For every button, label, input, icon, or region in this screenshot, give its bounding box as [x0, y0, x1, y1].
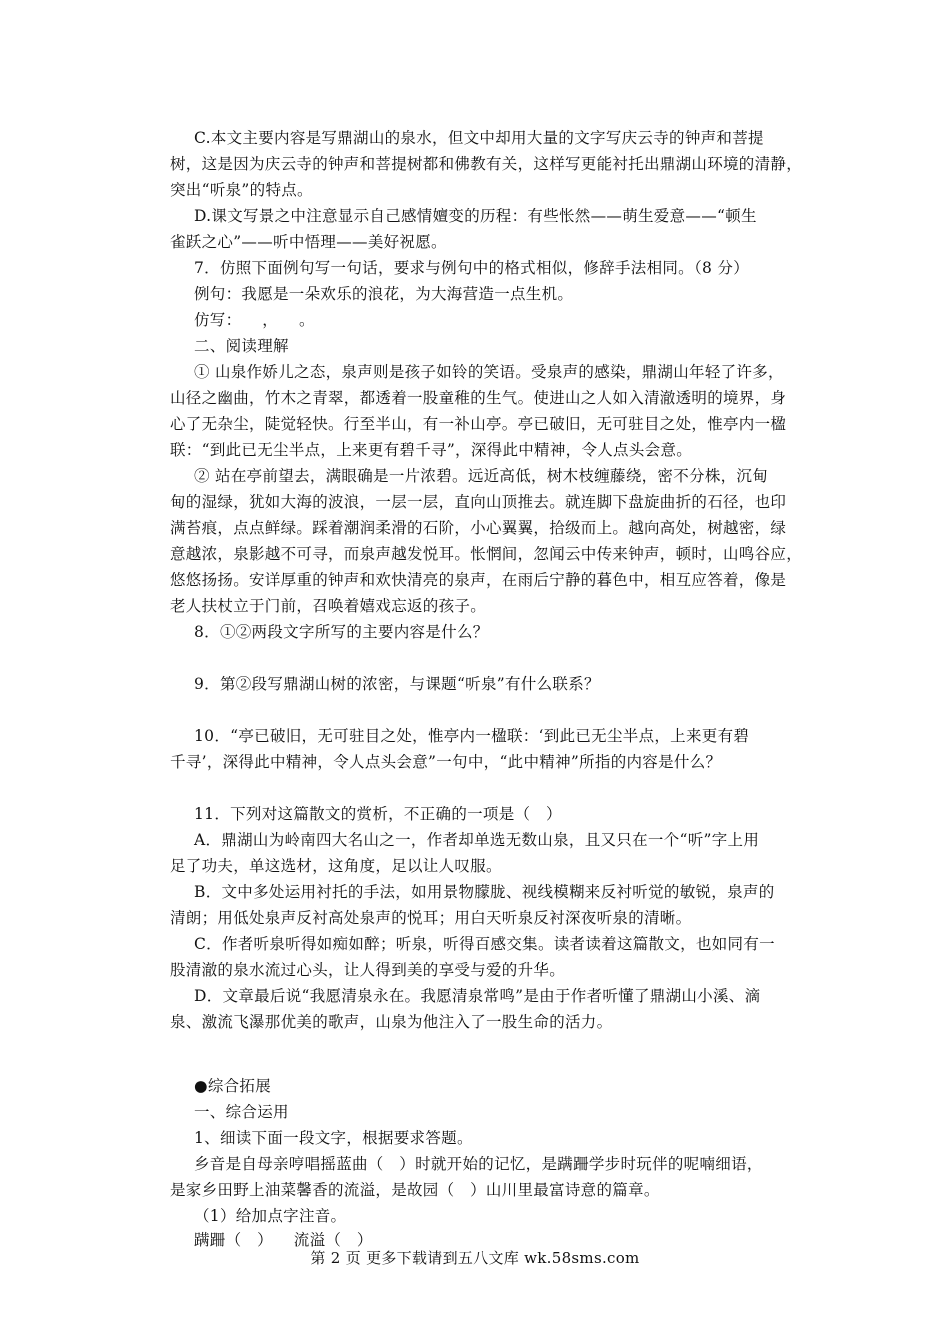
option-d-line-1: D.课文写景之中注意显示自己感情嬗变的历程：有些怅然——萌生爱意——“顿生	[194, 207, 757, 225]
q11-option-a-line-1: A．鼎湖山为岭南四大名山之一，作者却单选无数山泉，且又只在一个“听”字上用	[194, 831, 760, 849]
example-sentence: 例句：我愿是一朵欢乐的浪花，为大海营造一点生机。	[194, 285, 574, 303]
subsection-heading: 一、综合运用	[194, 1103, 289, 1121]
passage-2-line-4: 意越浓，泉影越不可寻，而泉声越发悦耳。怅惘间，忽闻云中传来钟声，顿时，山鸣谷应，	[170, 545, 803, 563]
q11-option-a-line-2: 足了功夫，单这选材，这角度，足以让人叹服。	[170, 857, 502, 875]
page-footer: 第 2 页 更多下载请到五八文库 wk.58sms.com	[310, 1249, 640, 1267]
q11-option-b-line-1: B．文中多处运用衬托的手法，如用景物朦胧、视线模糊来反衬听觉的敏锐，泉声的	[194, 883, 775, 901]
task-1-sub-question: （1）给加点字注音。	[194, 1207, 347, 1225]
question-11: 11．下列对这篇散文的赏析，不正确的一项是（ ）	[194, 805, 562, 823]
option-c-line-3: 突出“听泉”的特点。	[170, 181, 313, 199]
section-extension-heading: ●综合拓展	[194, 1077, 272, 1095]
passage-2-line-2: 甸的湿绿，犹如大海的波浪，一层一层，直向山顶推去。就连脚下盘旋曲折的石径，也印	[170, 493, 787, 511]
task-1-instruction: 1、细读下面一段文字，根据要求答题。	[194, 1129, 473, 1147]
question-7: 7．仿照下面例句写一句话，要求与例句中的格式相似，修辞手法相同。（8 分）	[194, 259, 750, 277]
option-c-line-1: C.本文主要内容是写鼎湖山的泉水，但文中却用大量的文字写庆云寺的钟声和菩提	[194, 129, 764, 147]
passage-1-line-2: 山径之幽曲，竹木之青翠，都透着一股童稚的生气。使进山之人如入清澈透明的境界，身	[170, 389, 787, 407]
q11-option-c-line-2: 股清澈的泉水流过心头，让人得到美的享受与爱的升华。	[170, 961, 566, 979]
option-d-line-2: 雀跃之心”——听中悟理——美好祝愿。	[170, 233, 447, 251]
option-c-line-2: 树，这是因为庆云寺的钟声和菩提树都和佛教有关，这样写更能衬托出鼎湖山环境的清静，	[170, 155, 803, 173]
task-1-paragraph-line-2: 是家乡田野上油菜馨香的流溢，是故园（ ）山川里最富诗意的篇章。	[170, 1181, 660, 1199]
pinyin-blanks: 蹒跚（ ） 流溢（ ）	[194, 1231, 373, 1249]
question-10-line-1: 10．“亭已破旧，无可驻目之处，惟亭内一楹联：‘到此已无尘半点，上来更有碧	[194, 727, 750, 745]
q11-option-c-line-1: C．作者听泉听得如痴如醉；听泉，听得百感交集。读者读着这篇散文，也如同有一	[194, 935, 775, 953]
passage-2-line-5: 悠悠扬扬。安详厚重的钟声和欢快清亮的泉声，在雨后宁静的暮色中，相互应答着，像是	[170, 571, 787, 589]
task-1-paragraph-line-1: 乡音是自母亲哼唱摇蓝曲（ ）时就开始的记忆，是蹒跚学步时玩伴的呢喃细语，	[194, 1155, 763, 1173]
imitation-blank: 仿写： ， 。	[194, 311, 315, 329]
q11-option-d-line-2: 泉、激流飞瀑那优美的歌声，山泉为他注入了一股生命的活力。	[170, 1013, 613, 1031]
question-9: 9．第②段写鼎湖山树的浓密，与课题“听泉”有什么联系？	[194, 675, 600, 693]
question-8: 8．①②两段文字所写的主要内容是什么？	[194, 623, 489, 641]
passage-2-line-3: 满苔痕，点点鲜绿。踩着潮润柔滑的石阶，小心翼翼，拾级而上。越向高处，树越密，绿	[170, 519, 787, 537]
passage-2-line-1: ② 站在亭前望去，满眼确是一片浓碧。远近高低，树木枝缠藤绕，密不分株，沉甸	[194, 467, 769, 485]
passage-1-line-3: 心了无杂尘，陡觉轻快。行至半山，有一补山亭。亭已破旧，无可驻目之处，惟亭内一楹	[170, 415, 787, 433]
q11-option-b-line-2: 清朗；用低处泉声反衬高处泉声的悦耳；用白天听泉反衬深夜听泉的清晰。	[170, 909, 692, 927]
passage-2-line-6: 老人扶杖立于门前，召唤着嬉戏忘返的孩子。	[170, 597, 487, 615]
question-10-line-2: 千寻’，深得此中精神，令人点头会意”一句中，“此中精神”所指的内容是什么？	[170, 753, 722, 771]
passage-1-line-4: 联：“到此已无尘半点，上来更有碧千寻”，深得此中精神，令人点头会意。	[170, 441, 693, 459]
q11-option-d-line-1: D．文章最后说“我愿清泉永在。我愿清泉常鸣”是由于作者听懂了鼎湖山小溪、滴	[194, 987, 761, 1005]
section-reading-heading: 二、阅读理解	[194, 337, 289, 355]
passage-1-line-1: ① 山泉作娇儿之态，泉声则是孩子如铃的笑语。受泉声的感染，鼎湖山年轻了许多，	[194, 363, 784, 381]
